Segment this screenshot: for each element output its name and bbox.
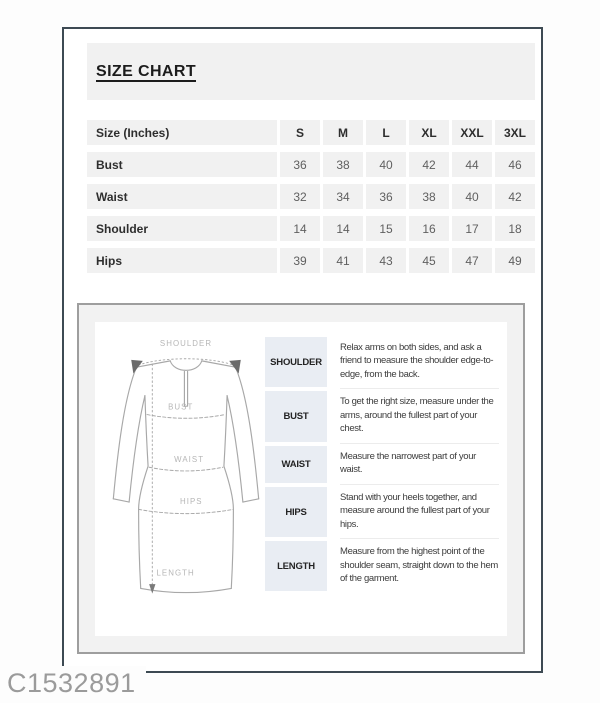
title-band	[87, 43, 535, 100]
table-row-bust	[87, 152, 535, 177]
length-arrowhead-icon	[149, 584, 155, 593]
guide-label: HIPS	[265, 487, 327, 537]
table-row-waist	[87, 184, 535, 209]
page-title: SIZE CHART	[96, 62, 196, 80]
row-label: Hips	[87, 248, 277, 273]
size-table-header-row	[87, 120, 535, 145]
cell-value: 44	[452, 152, 492, 177]
size-col-3xl: 3XL	[495, 120, 535, 145]
table-row-shoulder	[87, 216, 535, 241]
guide-row-shoulder	[265, 335, 499, 389]
cell-value: 16	[409, 216, 449, 241]
size-col-xxl: XXL	[452, 120, 492, 145]
guide-row-length	[265, 539, 499, 592]
cell-value: 34	[323, 184, 363, 209]
guide-row-bust	[265, 389, 499, 443]
garment-shoulder-label: SHOULDER	[159, 339, 213, 349]
size-col-xl: XL	[409, 120, 449, 145]
cell-value: 45	[409, 248, 449, 273]
cell-value: 38	[409, 184, 449, 209]
guide-label: SHOULDER	[265, 337, 327, 387]
cell-value: 18	[495, 216, 535, 241]
size-col-l: L	[366, 120, 406, 145]
guide-label: WAIST	[265, 446, 327, 483]
garment-waist-label: WAIST	[174, 454, 205, 464]
measurement-guide-box	[77, 303, 525, 654]
cell-value: 39	[280, 248, 320, 273]
cell-value: 47	[452, 248, 492, 273]
cell-value: 41	[323, 248, 363, 273]
cell-value: 32	[280, 184, 320, 209]
cell-value: 49	[495, 248, 535, 273]
guide-label: LENGTH	[265, 541, 327, 590]
garment-length-label: LENGTH	[156, 568, 195, 578]
table-row-hips	[87, 248, 535, 273]
guide-description: Measure from the highest point of the shoulder seam, straight down to the hem of the garment.	[340, 546, 498, 585]
cell-value: 43	[366, 248, 406, 273]
size-col-s: S	[280, 120, 320, 145]
cell-value: 40	[452, 184, 492, 209]
guide-description: To get the right size, measure under the arms, around the fullest part of your chest.	[340, 389, 499, 443]
cell-value: 14	[280, 216, 320, 241]
size-table-header-label: Size (Inches)	[87, 120, 277, 145]
cell-value: 46	[495, 152, 535, 177]
kurti-line-drawing-icon	[107, 332, 265, 612]
cell-value: 36	[280, 152, 320, 177]
garment-bust-label: BUST	[168, 402, 194, 412]
guide-label: BUST	[265, 391, 327, 441]
cell-value: 14	[323, 216, 363, 241]
cell-value: 36	[366, 184, 406, 209]
row-label: Bust	[87, 152, 277, 177]
guide-description: Stand with your heels together, and measure around the fullest part of your hips.	[340, 485, 499, 539]
measurement-guide-panel	[95, 322, 507, 636]
garment-illustration	[107, 332, 265, 612]
guide-row-hips	[265, 485, 499, 539]
guide-description: Measure the narrowest part of your waist.	[340, 444, 499, 485]
size-col-m: M	[323, 120, 363, 145]
size-table	[87, 120, 535, 280]
cell-value: 42	[409, 152, 449, 177]
cell-value: 17	[452, 216, 492, 241]
cell-value: 15	[366, 216, 406, 241]
garment-hips-label: HIPS	[179, 497, 203, 507]
size-chart-card	[62, 27, 543, 673]
cell-value: 40	[366, 152, 406, 177]
product-code: C1532891	[7, 666, 146, 703]
cell-value: 38	[323, 152, 363, 177]
guide-row-waist	[265, 444, 499, 485]
cell-value: 42	[495, 184, 535, 209]
guide-description: Relax arms on both sides, and ask a friend to measure the shoulder edge-to-edge, from the back.	[340, 335, 499, 389]
row-label: Shoulder	[87, 216, 277, 241]
measurement-instructions	[265, 335, 499, 593]
row-label: Waist	[87, 184, 277, 209]
